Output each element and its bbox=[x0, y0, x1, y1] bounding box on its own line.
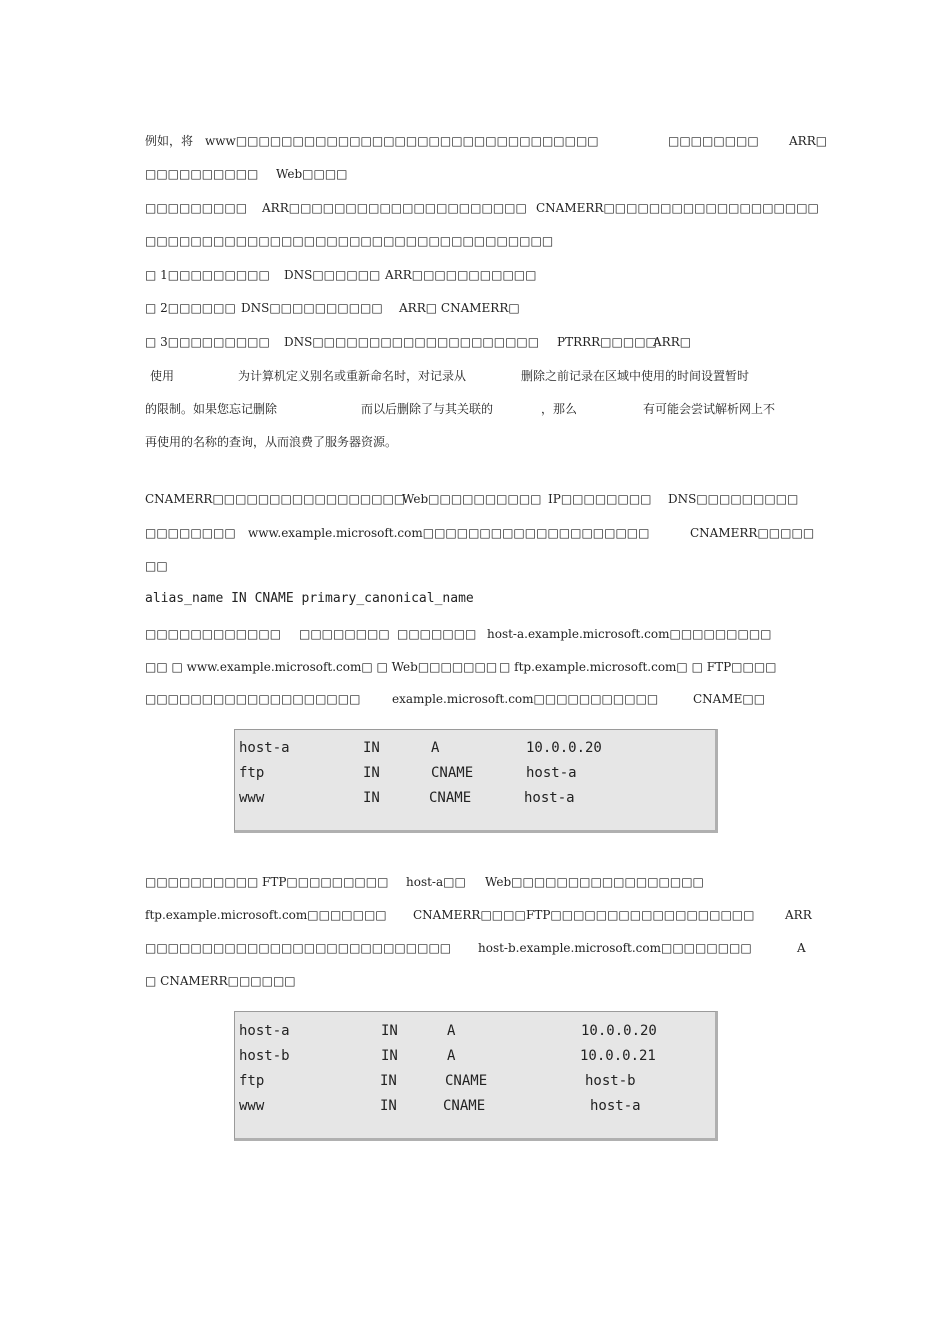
record-class: IN bbox=[381, 1048, 398, 1064]
text-segment: Web□□□□ bbox=[276, 167, 348, 181]
text-segment: □ ftp.example.microsoft.com□ □ FTP□□□□ bbox=[499, 660, 777, 674]
record-class: IN bbox=[363, 740, 380, 756]
text-segment: Web□□□□□□□□□□□□□□□□□ bbox=[485, 875, 704, 889]
text-segment: ，那么 bbox=[541, 402, 578, 416]
record-name: host-a bbox=[239, 1023, 290, 1039]
record-class: IN bbox=[380, 1073, 397, 1089]
text-segment: example.microsoft.com□□□□□□□□□□□ bbox=[392, 692, 659, 706]
record-type: CNAME bbox=[429, 790, 472, 806]
record-row bbox=[235, 763, 715, 783]
text-segment: □□□□□□□□□□□□□□□□□□□ bbox=[145, 692, 361, 706]
text-segment: 删除之前记录在区域中使用的时间设置暂时 bbox=[521, 369, 750, 383]
text-segment: □□□□□□□□ bbox=[145, 526, 236, 540]
text-segment: □ CNAMERR□□□□□□ bbox=[145, 974, 296, 988]
text-segment: ARR□ CNAMERR□ bbox=[399, 301, 520, 315]
record-value: host-b bbox=[585, 1073, 636, 1089]
record-value: 10.0.0.20 bbox=[581, 1023, 657, 1039]
record-name: host-b bbox=[239, 1048, 290, 1064]
text-segment: ARR□□□□□□□□□□□□□□□□□□□□□ bbox=[262, 201, 527, 215]
text-segment: ftp.example.microsoft.com□□□□□□□ bbox=[145, 908, 387, 922]
text-segment: DNS□□□□□□□□□□ bbox=[241, 301, 383, 315]
text-segment: □ 3□□□□□□□□□ bbox=[145, 335, 270, 349]
record-value: host-a bbox=[524, 790, 575, 806]
text-segment: 为计算机定义别名或重新命名时，对记录从 bbox=[238, 369, 467, 383]
text-segment: DNS□□□□□□□□□ bbox=[668, 492, 799, 506]
text-segment: □□ □ www.example.microsoft.com□ □ Web□□□□□□□ bbox=[145, 660, 498, 674]
record-value: 10.0.0.20 bbox=[526, 740, 602, 756]
record-row bbox=[235, 1046, 715, 1066]
record-name: host-a bbox=[239, 740, 290, 756]
text-segment: ARR□ bbox=[653, 335, 692, 349]
record-type: A bbox=[431, 740, 440, 756]
text-segment: host-a□□ bbox=[406, 875, 466, 889]
text-segment: 使用 bbox=[150, 369, 175, 383]
record-type: CNAME bbox=[445, 1073, 488, 1089]
text-segment: Web□□□□□□□□□□ bbox=[402, 492, 542, 506]
record-class: IN bbox=[363, 790, 380, 806]
record-class: IN bbox=[363, 765, 380, 781]
record-value: host-a bbox=[590, 1098, 641, 1114]
text-segment: host-a.example.microsoft.com□□□□□□□□□ bbox=[487, 627, 772, 641]
text-segment: □□□□□□□ bbox=[397, 627, 477, 641]
dns-record-table-1 bbox=[234, 729, 718, 833]
record-type: CNAME bbox=[431, 765, 474, 781]
text-segment: □□□□□□□□ bbox=[299, 627, 390, 641]
text-segment: FTP□□□□□□□□□ bbox=[262, 875, 389, 889]
text-segment: □□□□□□□□□□ bbox=[145, 875, 259, 889]
text-segment: www□□□□□□□□□□□□□□□□□□□□□□□□□□□□□□□□ bbox=[205, 134, 599, 148]
record-class: IN bbox=[381, 1023, 398, 1039]
record-type: A bbox=[447, 1048, 456, 1064]
record-type: A bbox=[447, 1023, 456, 1039]
text-segment: CNAMERR□□□□□□□□□□□□□□□□□ bbox=[145, 492, 406, 506]
text-segment: □□□□□□□□□□□□ bbox=[145, 627, 282, 641]
text-segment: CNAMERR□□□□□ bbox=[690, 526, 815, 540]
record-name: www bbox=[239, 790, 265, 806]
text-segment: 有可能会尝试解析网上不 bbox=[643, 402, 776, 416]
text-segment: ARR□□□□□□□□□□□ bbox=[385, 268, 537, 282]
text-segment: alias_name IN CNAME primary_canonical_name bbox=[145, 591, 474, 606]
text-segment: IP□□□□□□□□ bbox=[548, 492, 652, 506]
text-segment: □ 2□□□□□□ bbox=[145, 301, 236, 315]
text-segment: 的限制。如果您忘记删除 bbox=[145, 402, 278, 416]
record-name: ftp bbox=[239, 765, 265, 781]
text-segment: 例如，将 bbox=[145, 134, 194, 148]
record-row bbox=[235, 1021, 715, 1041]
record-value: 10.0.0.21 bbox=[580, 1048, 656, 1064]
record-name: ftp bbox=[239, 1073, 265, 1089]
text-segment: □□ bbox=[145, 559, 168, 573]
text-segment: ARR□ bbox=[789, 134, 828, 148]
text-segment: □□□□□□□□□ bbox=[145, 201, 248, 215]
text-segment: host-b.example.microsoft.com□□□□□□□□ bbox=[478, 941, 752, 955]
dns-record-table-2 bbox=[234, 1011, 718, 1141]
text-segment: □□□□□□□□□□□□□□□□□□□□□□□□□□□ bbox=[145, 941, 452, 955]
text-segment: ARR bbox=[785, 908, 812, 922]
text-segment: A bbox=[797, 941, 806, 955]
text-segment: PTRRR□□□□□ bbox=[557, 335, 657, 349]
text-segment: □□□□□□□□□□ bbox=[145, 167, 259, 181]
text-segment: FTP□□□□□□□□□□□□□□□□□□ bbox=[526, 908, 755, 922]
record-row bbox=[235, 788, 715, 808]
text-segment: □□□□□□□□□□□□□□□□□□□□□□□□□□□□□□□□□□□□ bbox=[145, 234, 554, 248]
text-segment: CNAMERR□□□□ bbox=[413, 908, 526, 922]
record-row bbox=[235, 1071, 715, 1091]
record-value: host-a bbox=[526, 765, 577, 781]
text-segment: CNAMERR□□□□□□□□□□□□□□□□□□□ bbox=[536, 201, 819, 215]
text-segment: www.example.microsoft.com□□□□□□□□□□□□□□□□□□□□ bbox=[248, 526, 650, 540]
record-row bbox=[235, 1096, 715, 1116]
record-row bbox=[235, 738, 715, 758]
text-segment: DNS□□□□□□ bbox=[284, 268, 381, 282]
text-segment: DNS□□□□□□□□□□□□□□□□□□□□ bbox=[284, 335, 540, 349]
record-name: www bbox=[239, 1098, 265, 1114]
text-segment: 再使用的名称的查询，从而浪费了服务器资源。 bbox=[145, 435, 398, 449]
text-segment: □ 1□□□□□□□□□ bbox=[145, 268, 270, 282]
record-type: CNAME bbox=[443, 1098, 486, 1114]
text-segment: □□□□□□□□ bbox=[668, 134, 759, 148]
text-segment: CNAME□□ bbox=[693, 692, 766, 706]
text-segment: 而以后删除了与其关联的 bbox=[361, 402, 494, 416]
record-class: IN bbox=[380, 1098, 397, 1114]
